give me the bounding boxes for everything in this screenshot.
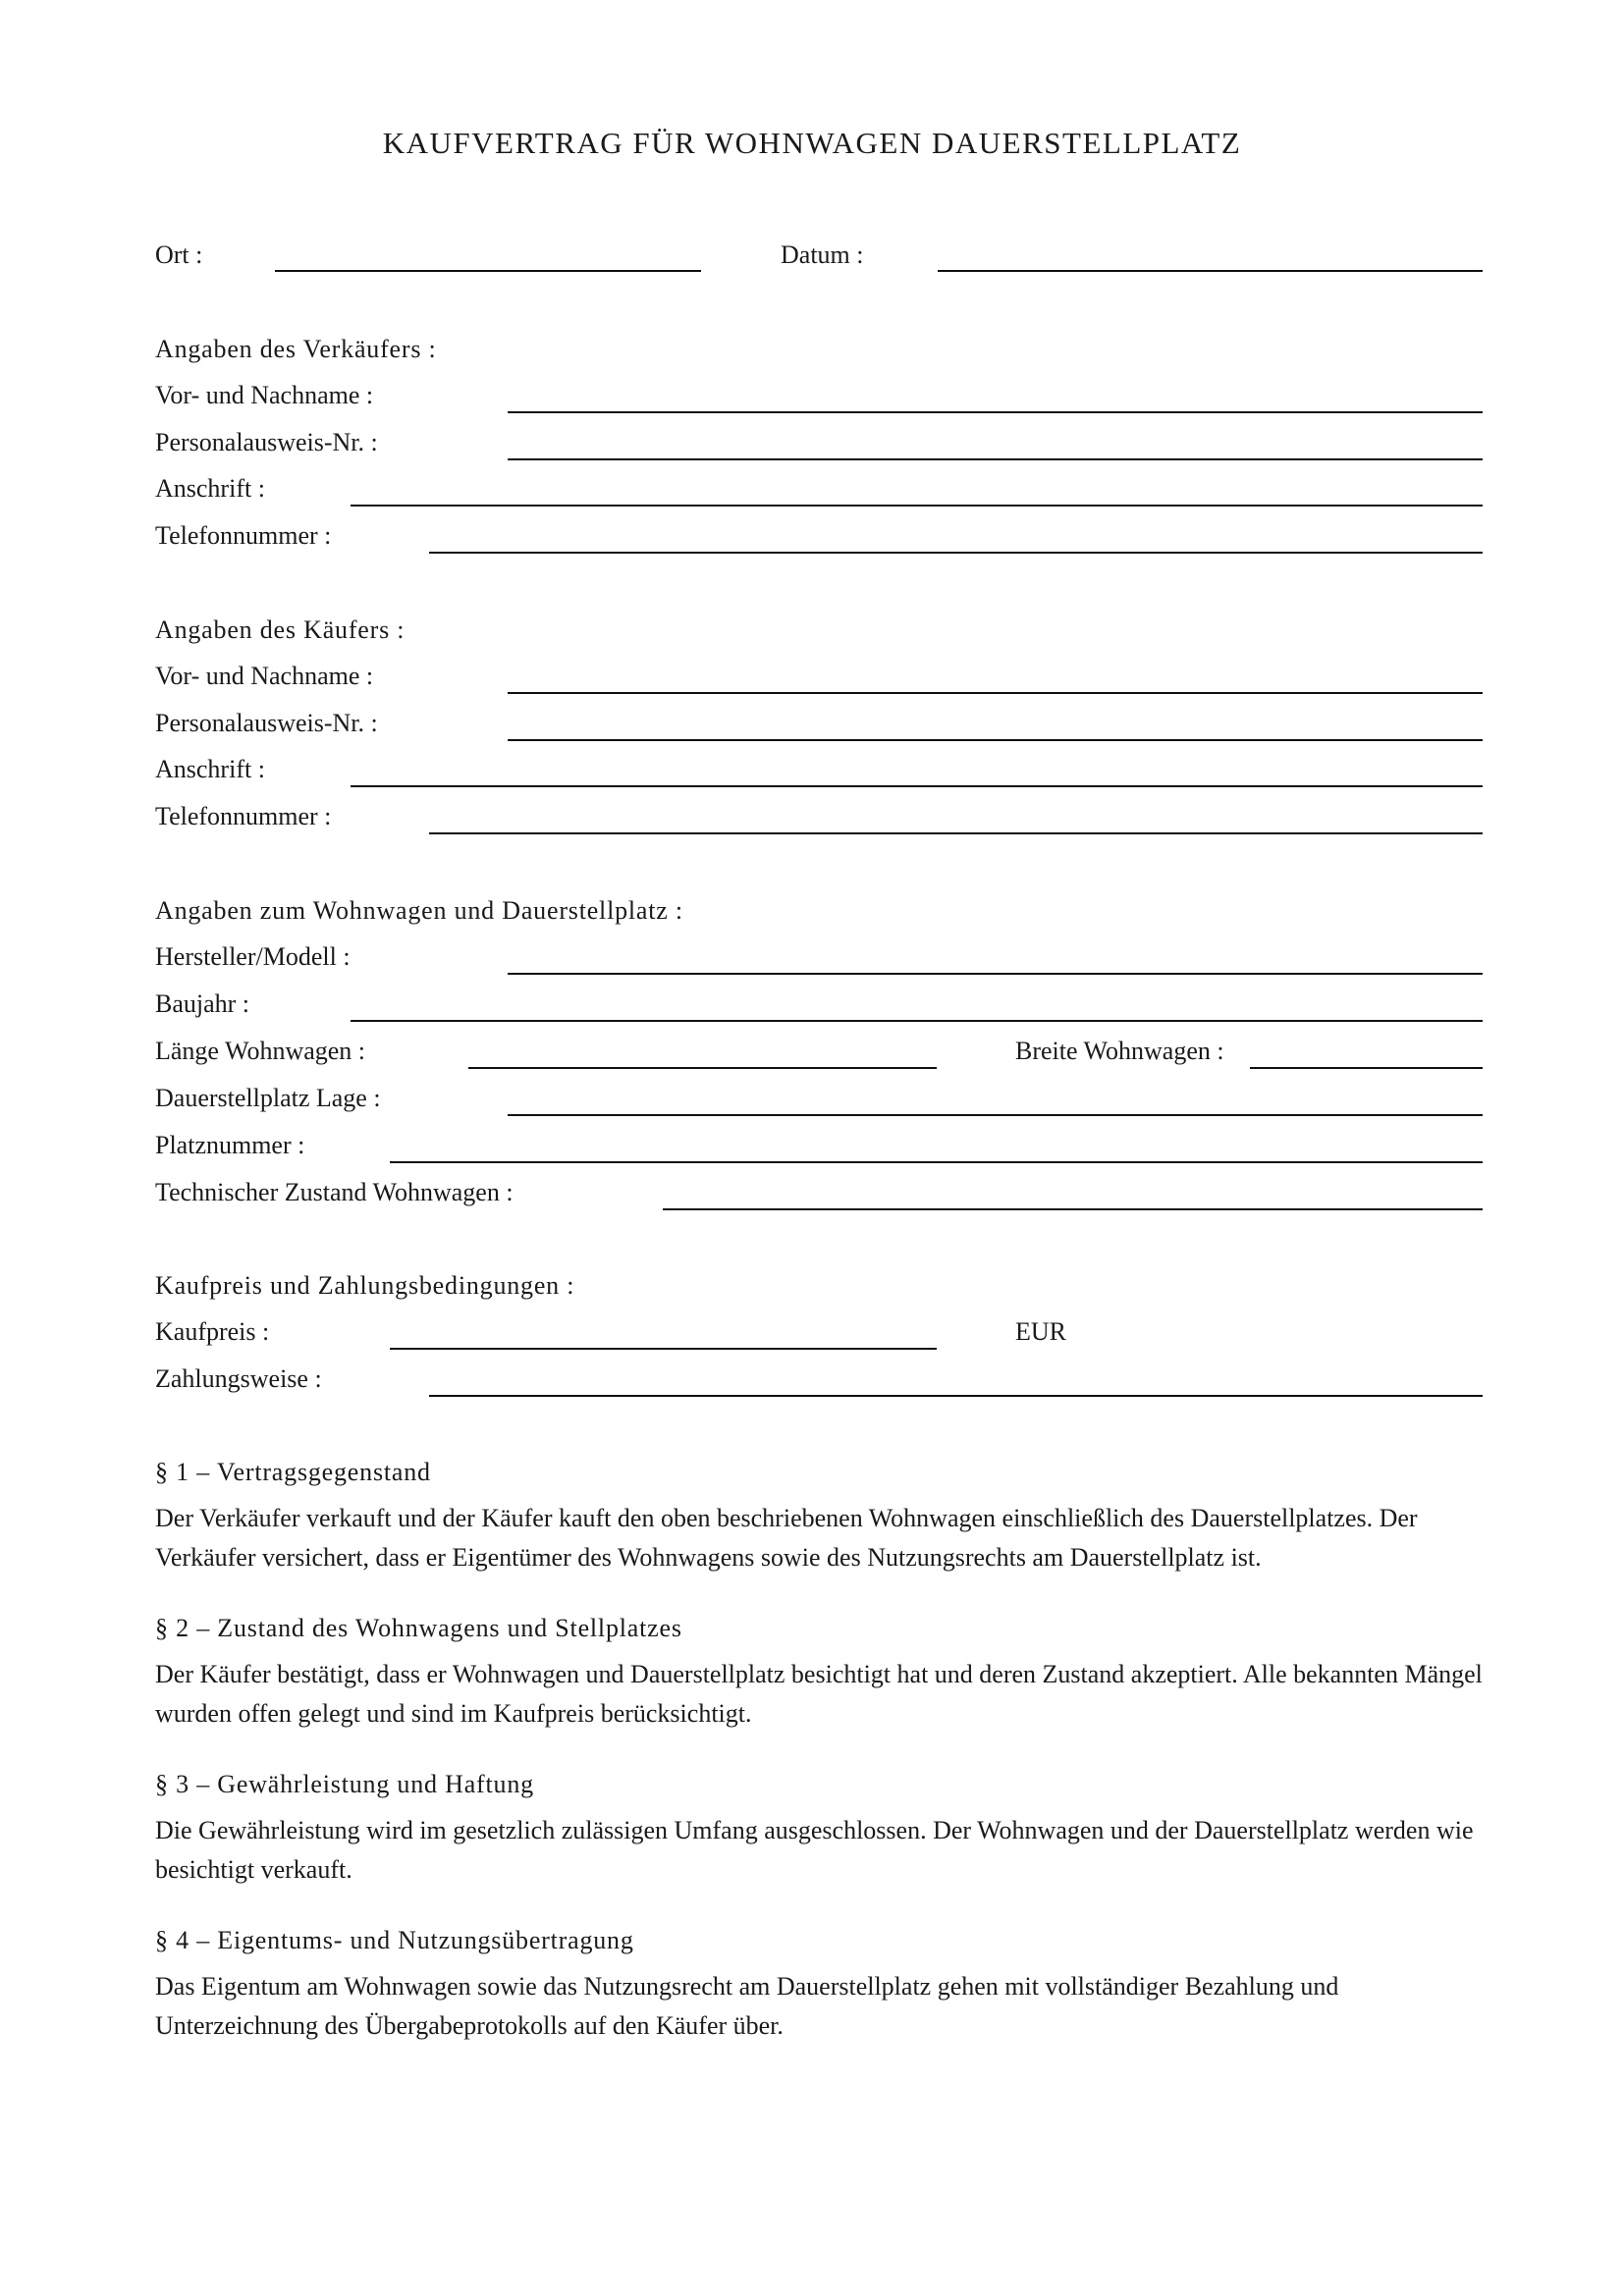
price-field[interactable] [390,1348,937,1350]
caravan-number-field[interactable] [390,1161,1483,1163]
seller-address-label: Anschrift : [155,474,265,503]
seller-id-label: Personalausweis-Nr. : [155,428,378,456]
ort-field[interactable] [275,270,701,272]
seller-id-field[interactable] [508,458,1483,460]
buyer-name-label: Vor- und Nachname : [155,662,374,690]
price-label: Kaufpreis : [155,1317,270,1346]
section-4-text: Das Eigentum am Wohnwagen sowie das Nutzungsrecht am Dauerstellplatz gehen mit vollständiger Bezahlung und Unterzeichnung des Übergabeprotokolls auf den Käufer über. [155,1972,1339,2040]
caravan-model-field[interactable] [508,973,1483,975]
buyer-phone-label: Telefonnummer : [155,802,332,830]
datum-label: Datum : [781,240,864,269]
seller-phone-field[interactable] [429,552,1483,554]
price-currency: EUR [1015,1317,1066,1346]
caravan-length-field[interactable] [468,1067,937,1069]
section-4-heading: § 4 – Eigentums- und Nutzungsübertragung [155,1926,634,1954]
buyer-heading: Angaben des Käufers : [155,615,406,644]
caravan-location-field[interactable] [508,1114,1483,1116]
buyer-id-label: Personalausweis-Nr. : [155,709,378,737]
datum-field[interactable] [938,270,1483,272]
seller-name-field[interactable] [508,411,1483,413]
buyer-id-field[interactable] [508,739,1483,741]
buyer-address-field[interactable] [351,785,1483,787]
section-3-heading: § 3 – Gewährleistung und Haftung [155,1770,534,1798]
buyer-address-label: Anschrift : [155,755,265,783]
section-3-text: Die Gewährleistung wird im gesetzlich zulässigen Umfang ausgeschlossen. Der Wohnwagen und der Dauerstellplatz werden wie besichtigt verkauft. [155,1816,1474,1884]
caravan-year-label: Baujahr : [155,989,250,1018]
caravan-heading: Angaben zum Wohnwagen und Dauerstellplatz : [155,896,683,925]
buyer-phone-field[interactable] [429,832,1483,834]
caravan-length-label: Länge Wohnwagen : [155,1037,366,1065]
ort-label: Ort : [155,240,203,269]
section-1-heading: § 1 – Vertragsgegenstand [155,1458,431,1486]
seller-name-label: Vor- und Nachname : [155,381,374,409]
payment-field[interactable] [429,1395,1483,1397]
section-1-text: Der Verkäufer verkauft und der Käufer kauft den oben beschriebenen Wohnwagen einschließlich des Dauerstellplatzes. Der Verkäufer versichert, dass er Eigentümer des Wohnwagens sowie des Nutzungsrechts am Dauerstellplatz ist. [155,1504,1418,1572]
price-heading: Kaufpreis und Zahlungsbedingungen : [155,1271,575,1300]
seller-heading: Angaben des Verkäufers : [155,335,437,363]
section-2-text: Der Käufer bestätigt, dass er Wohnwagen und Dauerstellplatz besichtigt hat und deren Zustand akzeptiert. Alle bekannten Mängel wurden offen gelegt und sind im Kaufpreis berücksichtigt. [155,1660,1483,1728]
caravan-year-field[interactable] [351,1020,1483,1022]
caravan-model-label: Hersteller/Modell : [155,942,351,971]
caravan-width-label: Breite Wohnwagen : [1015,1037,1224,1065]
seller-phone-label: Telefonnummer : [155,521,332,550]
caravan-number-label: Platznummer : [155,1131,305,1159]
buyer-name-field[interactable] [508,692,1483,694]
caravan-condition-field[interactable] [663,1208,1483,1210]
payment-label: Zahlungsweise : [155,1364,322,1393]
section-2-heading: § 2 – Zustand des Wohnwagens und Stellplatzes [155,1614,682,1642]
caravan-width-field[interactable] [1250,1067,1483,1069]
caravan-condition-label: Technischer Zustand Wohnwagen : [155,1178,514,1206]
seller-address-field[interactable] [351,505,1483,507]
document-title: KAUFVERTRAG FÜR WOHNWAGEN DAUERSTELLPLATZ [382,126,1242,160]
caravan-location-label: Dauerstellplatz Lage : [155,1084,381,1112]
